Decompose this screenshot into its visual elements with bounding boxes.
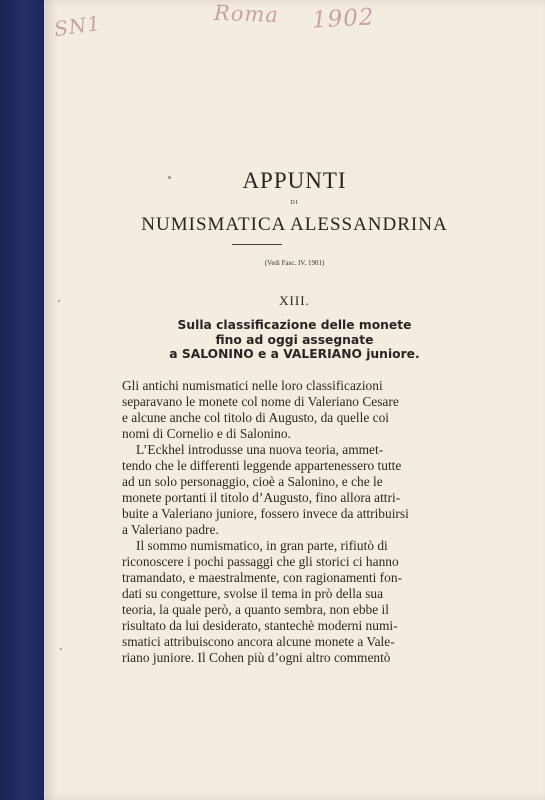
- body-line: e alcune anche col titolo di Augusto, da quelle coi: [122, 410, 389, 425]
- body-paragraphs: [122, 378, 442, 666]
- heading-line: fino ad oggi assegnate: [215, 332, 374, 347]
- body-line: separavano le monete col nome di Valeriano Cesare: [122, 394, 399, 409]
- book-binding-edge: [0, 0, 44, 800]
- body-line: risultato da lui desiderato, stantechè moderni numi-: [122, 618, 398, 633]
- body-line: smatici attribuiscono ancora alcune monete a Vale-: [122, 634, 395, 649]
- handwritten-year: 1902: [311, 4, 376, 34]
- body-line: Gli antichi numismatici nelle loro classificazioni: [122, 378, 383, 393]
- paper-speck: [60, 648, 62, 650]
- document-subtitle: NUMISMATICA ALESSANDRINA: [141, 214, 448, 235]
- body-line: tendo che le differenti leggende appartenessero tutte: [122, 458, 402, 473]
- handwritten-shelf-mark: SN1: [52, 10, 103, 42]
- body-line: Il sommo numismatico, in gran parte, rifiutò di: [136, 538, 388, 553]
- body-line: tramandato, e maestralmente, con ragionamenti fon-: [122, 570, 402, 585]
- section-number: XIII.: [279, 293, 310, 308]
- section-heading: [44, 318, 545, 362]
- body-line: riano juniore. Il Cohen più d’ogni altro commentò: [122, 650, 391, 665]
- heading-line: a SALONINO e a VALERIANO juniore.: [169, 347, 420, 361]
- fascicle-reference: (Vedi Fasc. IV, 1901): [264, 259, 325, 267]
- title-connector: DI: [290, 200, 299, 206]
- body-line: a Valeriano padre.: [122, 522, 219, 537]
- body-line: nomi di Cornelio e di Salonino.: [122, 426, 291, 441]
- body-line: dati su congetture, svolse il tema in prò della sua: [122, 586, 384, 601]
- body-line: L’Eckhel introdusse una nuova teoria, ammet-: [136, 442, 384, 457]
- handwritten-place: Roma: [213, 0, 280, 28]
- body-line: riconoscere i pochi passaggi che gli storici ci hanno: [122, 554, 399, 569]
- document-title: APPUNTI: [242, 168, 347, 193]
- paper-page: [44, 0, 545, 800]
- body-line: monete portanti il titolo d’Augusto, fino allora attri-: [122, 490, 401, 505]
- body-line: ad un solo personaggio, cioè a Salonino, e che le: [122, 474, 383, 489]
- body-line: buite a Valeriano juniore, fossero invece da attribuirsi: [122, 506, 409, 521]
- heading-line: Sulla classificazione delle monete: [177, 318, 412, 332]
- body-line: teoria, la quale però, a quanto sembra, non ebbe il: [122, 602, 389, 617]
- title-divider: [232, 244, 282, 245]
